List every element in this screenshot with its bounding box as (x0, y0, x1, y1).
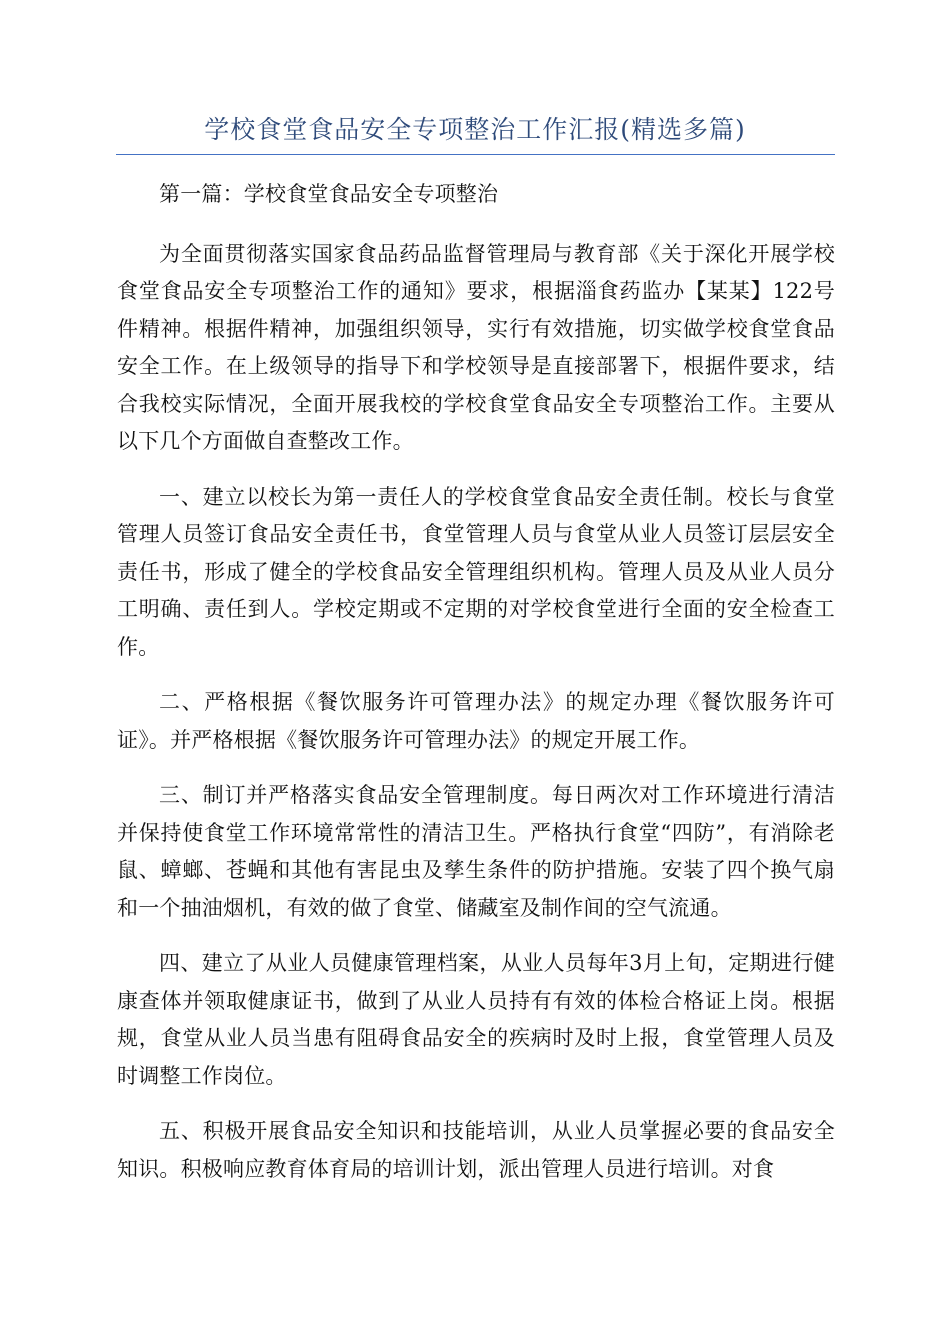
paragraph: 二、严格根据《餐饮服务许可管理办法》的规定办理《餐饮服务许可证》。并严格根据《餐饮服务许可管理办法》的规定开展工作。 (117, 690, 835, 752)
paragraph: 一、建立以校长为第一责任人的学校食堂食品安全责任制。校长与食堂管理人员签订食品安全责任书，食堂管理人员与食堂从业人员签订层层安全责任书，形成了健全的学校食品安全管理组织机构。管理人员及从业人员分工明确、责任到人。学校定期或不定期的对学校食堂进行全面的安全检查工作。 (117, 484, 835, 659)
document-body (117, 176, 835, 1206)
paragraph: 三、制订并严格落实食品安全管理制度。每日两次对工作环境进行清洁并保持使食堂工作环境常常性的清洁卫生。严格执行食堂“四防”，有消除老鼠、蟑螂、苍蝇和其他有害昆虫及孳生条件的防护措施。安装了四个换气扇和一个抽油烟机，有效的做了食堂、储藏室及制作间的空气流通。 (117, 783, 835, 920)
paragraph: 为全面贯彻落实国家食品药品监督管理局与教育部《关于深化开展学校食堂食品安全专项整治工作的通知》要求，根据淄食药监办【某某】122号件精神。根据件精神，加强组织领导，实行有效措施，切实做学校食堂食品安全工作。在上级领导的指导下和学校领导是直接部署下，根据件要求，结合我校实际情况，全面开展我校的学校食堂食品安全专项整治工作。主要从以下几个方面做自查整改工作。 (117, 241, 835, 453)
paragraph: 五、积极开展食品安全知识和技能培训，从业人员掌握必要的食品安全知识。积极响应教育体育局的培训计划，派出管理人员进行培训。对食 (117, 1119, 835, 1181)
section-heading: 第一篇：学校食堂食品安全专项整治 (159, 182, 499, 206)
title-underline (116, 154, 835, 155)
paragraph: 四、建立了从业人员健康管理档案，从业人员每年3月上旬，定期进行健康查体并领取健康证书，做到了从业人员持有有效的体检合格证上岗。根据规，食堂从业人员当患有阻碍食品安全的疾病时及时上报，食堂管理人员及时调整工作岗位。 (117, 951, 835, 1088)
document-title: 学校食堂食品安全专项整治工作汇报(精选多篇) (204, 115, 746, 144)
